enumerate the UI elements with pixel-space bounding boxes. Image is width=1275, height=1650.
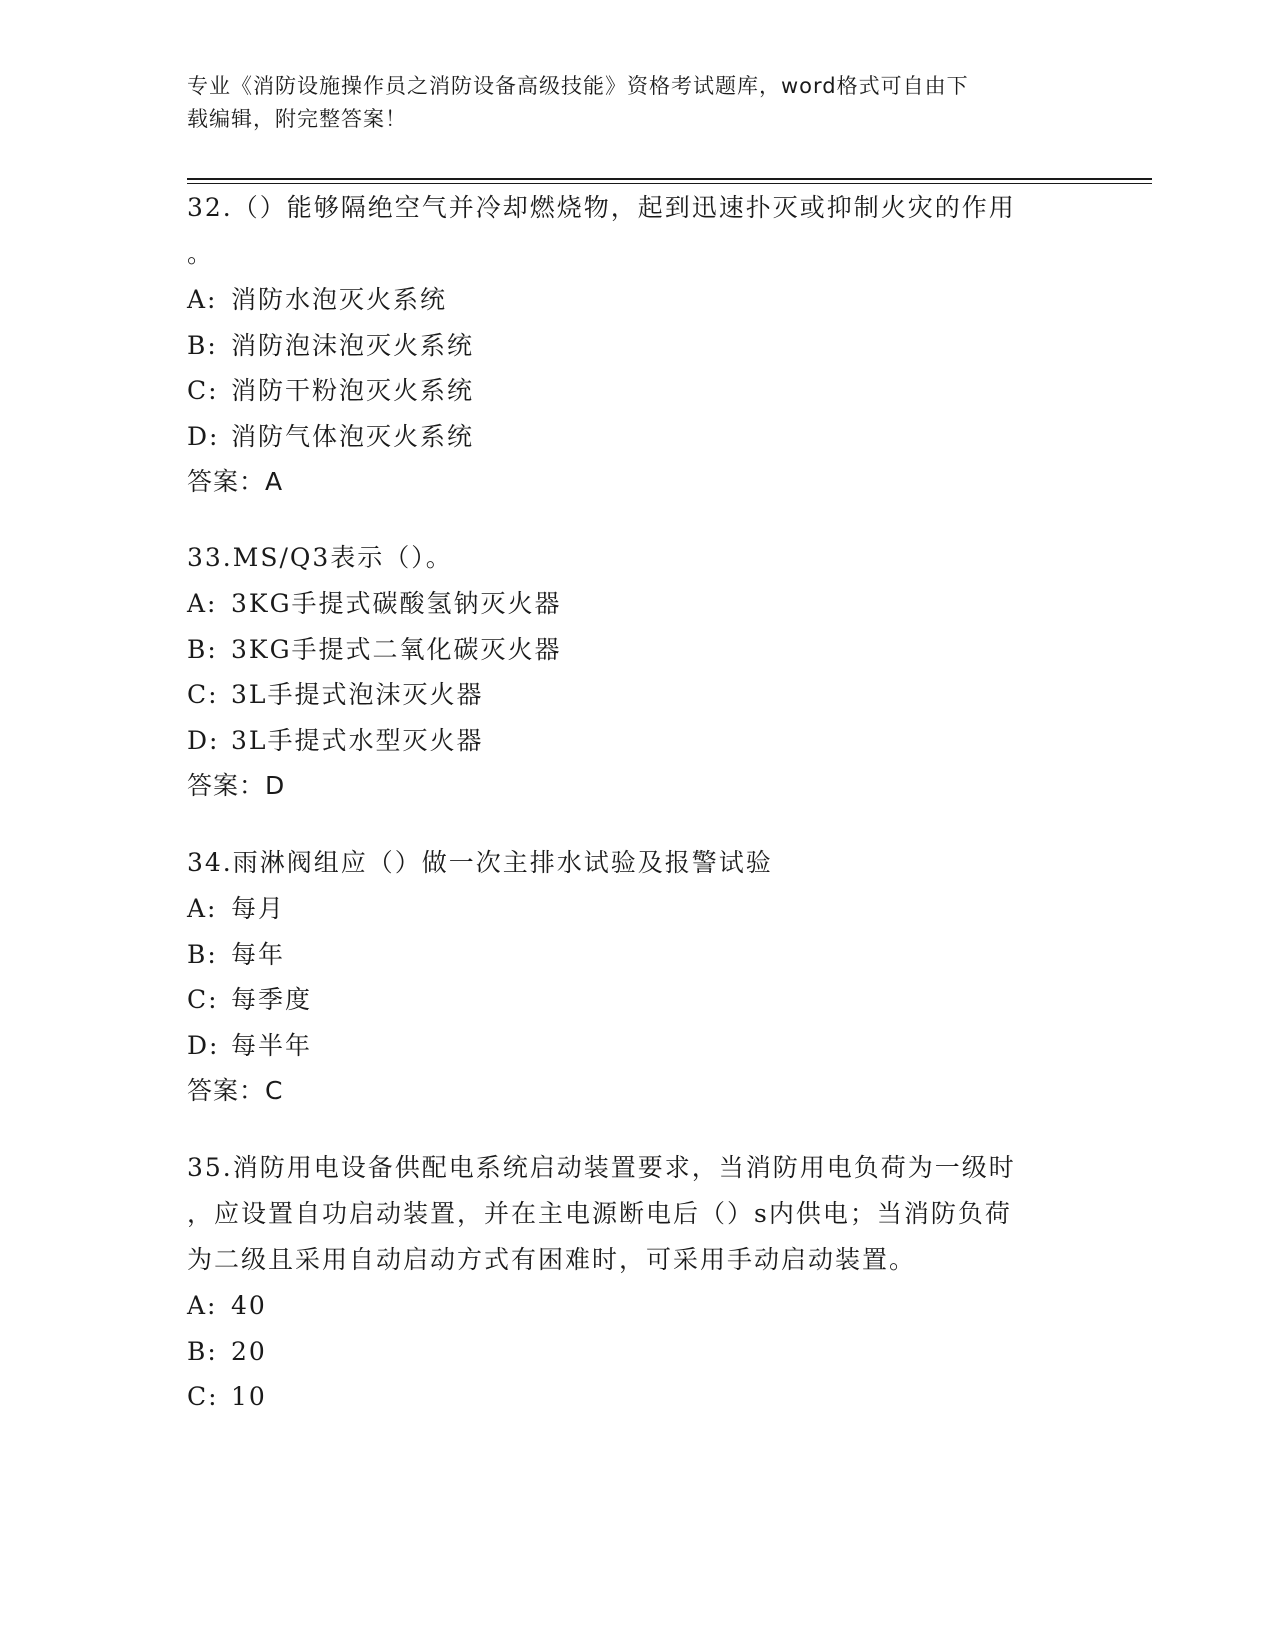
option-c — [187, 1374, 1087, 1420]
question-text-line: 34.雨淋阀组应（）做一次主排水试验及报警试验 — [187, 848, 773, 877]
option-letter: C: — [187, 1382, 219, 1411]
question-text — [187, 840, 1087, 886]
option-text: 3L手提式泡沫灭火器 — [231, 680, 484, 709]
option-text: 消防泡沫泡灭火系统 — [231, 330, 475, 360]
option-letter: C: — [187, 376, 219, 405]
header-divider-thick — [187, 178, 1152, 180]
option-text: 每年 — [231, 939, 286, 969]
answer-line: 答案：C — [187, 1076, 284, 1105]
question-34 — [187, 840, 1087, 1114]
option-a — [187, 581, 1087, 627]
option-text: 每半年 — [231, 1030, 313, 1060]
option-letter: B: — [187, 634, 218, 664]
option-b — [187, 1329, 1087, 1375]
option-a — [187, 1283, 1087, 1329]
question-33 — [187, 535, 1087, 809]
option-text: 每月 — [231, 894, 286, 923]
question-text-line: 35.消防用电设备供配电系统启动装置要求，当消防用电负荷为一级时 — [187, 1153, 1016, 1182]
header-line-1: 专业《消防设施操作员之消防设备高级技能》资格考试题库，word格式可自由下 — [187, 74, 969, 98]
option-text: 消防气体泡灭火系统 — [231, 421, 475, 451]
question-text-line: 33.MS/Q3表示（）。 — [187, 543, 453, 572]
question-text-line: ，应设置自功启动装置，并在主电源断电后（）s内供电；当消防负荷 — [187, 1199, 1012, 1228]
option-text: 10 — [231, 1382, 267, 1411]
option-letter: A: — [187, 894, 218, 923]
option-d — [187, 1023, 1087, 1069]
question-text — [187, 535, 1087, 581]
option-d — [187, 414, 1087, 460]
option-text: 3KG手提式二氧化碳灭火器 — [231, 634, 562, 664]
answer-line: 答案：A — [187, 467, 284, 496]
option-letter: D: — [187, 421, 220, 451]
option-letter: C: — [187, 985, 219, 1014]
option-letter: B: — [187, 330, 218, 360]
header-line-2: 载编辑，附完整答案！ — [187, 107, 407, 131]
option-b — [187, 627, 1087, 673]
option-letter: A: — [187, 1291, 218, 1320]
option-text: 40 — [231, 1291, 267, 1320]
question-text-line: 。 — [187, 239, 215, 268]
option-d — [187, 718, 1087, 764]
option-letter: C: — [187, 680, 219, 709]
question-text — [187, 185, 1087, 277]
option-text: 3KG手提式碳酸氢钠灭火器 — [231, 589, 562, 618]
header-divider-thin — [187, 183, 1152, 184]
option-a — [187, 277, 1087, 323]
question-text — [187, 1145, 1087, 1283]
question-text-line: 为二级且采用自动启动方式有困难时，可采用手动启动装置。 — [187, 1245, 917, 1274]
answer-line: 答案：D — [187, 771, 286, 800]
option-a — [187, 886, 1087, 932]
option-text: 3L手提式水型灭火器 — [231, 725, 484, 755]
option-letter: B: — [187, 1336, 218, 1366]
option-text: 消防干粉泡灭火系统 — [231, 376, 475, 405]
option-c — [187, 977, 1087, 1023]
option-c — [187, 672, 1087, 718]
option-letter: D: — [187, 725, 220, 755]
option-letter: B: — [187, 939, 218, 969]
option-b — [187, 323, 1087, 369]
question-35 — [187, 1145, 1087, 1420]
option-letter: D: — [187, 1030, 220, 1060]
document-header-note — [187, 70, 1067, 136]
option-letter: A: — [187, 589, 218, 618]
option-c — [187, 368, 1087, 414]
question-text-line: 32.（）能够隔绝空气并冷却燃烧物，起到迅速扑灭或抑制火灾的作用 — [187, 193, 1016, 222]
option-letter: A: — [187, 285, 218, 314]
option-text: 消防水泡灭火系统 — [231, 285, 448, 314]
option-b — [187, 932, 1087, 978]
question-32 — [187, 185, 1087, 505]
option-text: 每季度 — [231, 985, 313, 1014]
option-text: 20 — [231, 1336, 267, 1366]
